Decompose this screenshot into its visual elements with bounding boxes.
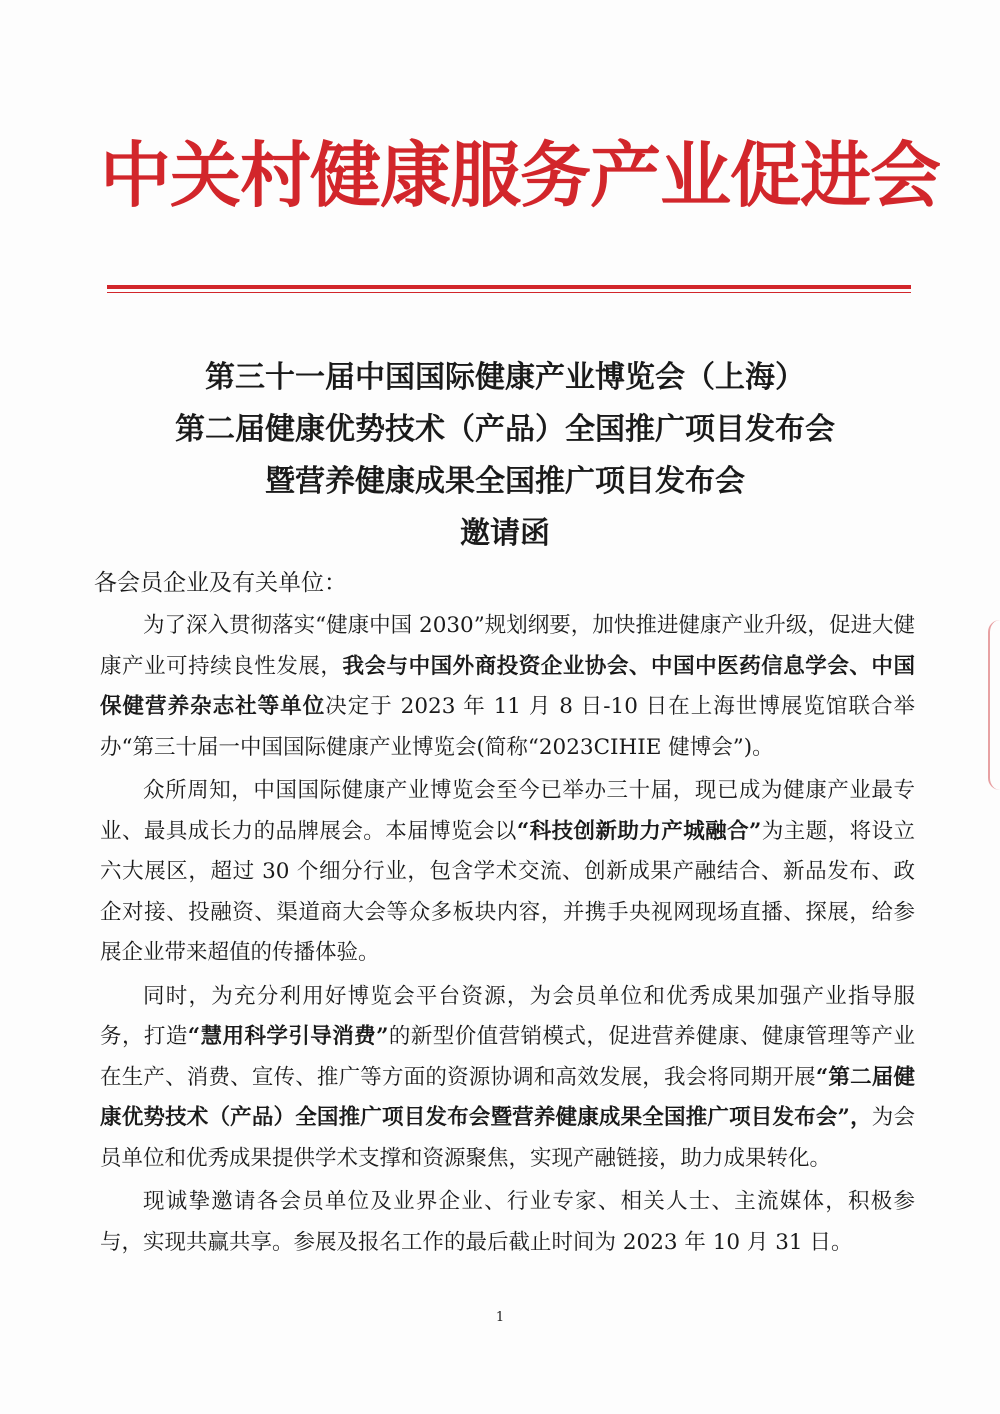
title-line-1: 第三十一届中国国际健康产业博览会（上海） <box>205 360 805 395</box>
title-line-4: 邀请函 <box>460 516 550 551</box>
title-line-3: 暨营养健康成果全国推广项目发布会 <box>265 464 745 499</box>
paragraph-1-text-c: 决定于 2023 年 11 月 8 日-10 日在上海世博展览馆联合举办“第三十届一中国国际健康产业博览会(简称“2023CIHIE 健博会”)。 <box>100 694 915 760</box>
paragraph-3-text-e: 为会员单位和优秀成果提供学术支撑和资源聚焦，实现产融链接，助力成果转化。 <box>100 1105 915 1171</box>
paragraph-2-text-c: 为主题，将设立六大展区，超过 30 个细分行业，包含学术交流、创新成果产融结合、新品发布、政企对接、投融资、渠道商大会等众多板块内容，并携手央视网现场直播、探展，给参展企业带来超值的传播体验。 <box>100 818 915 965</box>
paragraph-2-text-a: 众所周知，中国国际健康产业博览会至今已举办三十届，现已成为健康产业最专业、最具成长力的品牌展会。本届博览会以 <box>100 778 915 844</box>
paragraph-3-text-a: 同时，为充分利用好博览会平台资源，为会员单位和优秀成果加强产业指导服务，打造 <box>100 983 915 1049</box>
seal-edge-mark <box>988 620 1000 790</box>
paragraph-1-text-a: 为了深入贯彻落实“健康中国 2030”规划纲要，加快推进健康产业升级，促进大健康产业可持续良性发展， <box>100 613 915 679</box>
paragraph-3-text-c: 的新型价值营销模式，促进营养健康、健康管理等产业在生产、消费、宣传、推广等方面的资源协调和高效发展，我会将同期开展 <box>100 1024 915 1090</box>
invitation-titles <box>100 352 910 560</box>
paragraph-3-bold-event: “第二届健康优势技术（产品）全国推广项目发布会暨营养健康成果全国推广项目发布会”， <box>100 1064 915 1130</box>
paragraph-3 <box>100 977 915 1180</box>
letterhead-rule-thick <box>107 285 911 289</box>
letter-body <box>100 606 915 1263</box>
paragraph-3-bold-slogan: “慧用科学引导消费” <box>187 1024 389 1049</box>
title-line-2: 第二届健康优势技术（产品）全国推广项目发布会 <box>175 412 835 447</box>
letterhead-title: 中关村健康服务产业促进会 <box>100 134 941 217</box>
paragraph-4 <box>100 1182 915 1263</box>
paragraph-4-text: 现诚挚邀请各会员单位及业界企业、行业专家、相关人士、主流媒体，积极参与，实现共赢共享。参展及报名工作的最后截止时间为 2023 年 10 月 31 日。 <box>100 1189 915 1255</box>
page-number: 1 <box>495 1310 505 1325</box>
paragraph-2 <box>100 771 915 974</box>
paragraph-1-bold-organizers: 我会与中国外商投资企业协会、中国中医药信息学会、中国保健营养杂志社等单位 <box>100 653 915 719</box>
letterhead-rule-thin <box>107 292 911 293</box>
paragraph-2-bold-theme: “科技创新助力产城融合” <box>516 818 762 844</box>
paragraph-1 <box>100 606 915 768</box>
salutation: 各会员企业及有关单位： <box>94 570 347 596</box>
